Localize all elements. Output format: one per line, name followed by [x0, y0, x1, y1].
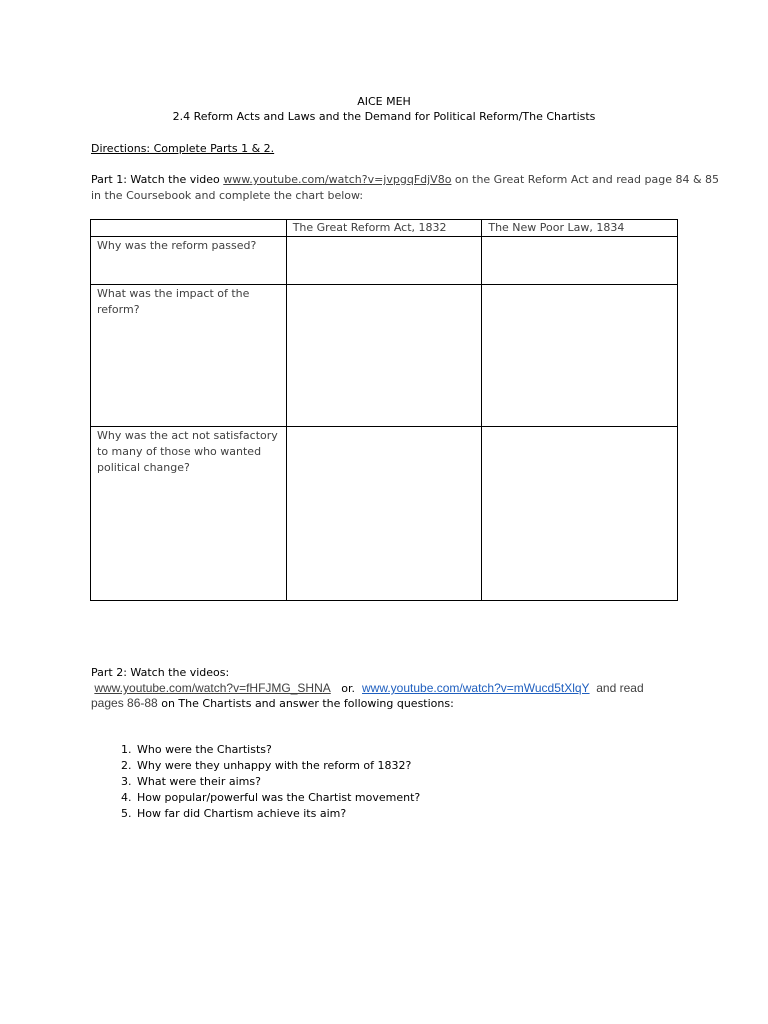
part2-video-link-1[interactable]: www.youtube.com/watch?v=fHFJMG_SHNA: [94, 681, 331, 695]
reform-chart: [90, 219, 678, 601]
part1-line1: [91, 173, 719, 186]
chart-answer-cell[interactable]: [482, 427, 678, 601]
part1-after-link: on the Great Reform Act and read page 84 & 85: [451, 173, 720, 186]
chart-answer-cell[interactable]: [286, 237, 482, 285]
chart-row: [91, 427, 678, 601]
course-title: AICE MEH: [357, 95, 411, 108]
chart-row-label: Why was the act not satisfactory to many of those who wanted political change?: [91, 427, 287, 601]
chart-answer-cell[interactable]: [286, 285, 482, 427]
chart-row: [91, 285, 678, 427]
page-title: 2.4 Reform Acts and Laws and the Demand for Political Reform/The Chartists: [172, 110, 596, 123]
chart-answer-cell[interactable]: [482, 285, 678, 427]
question-item: 3. What were their aims?: [135, 774, 420, 790]
question-item: 1. Who were the Chartists?: [135, 742, 420, 758]
part2-pages: pages 86-88: [91, 696, 158, 710]
part2-links-line: [91, 681, 644, 695]
question-list: [90, 742, 420, 822]
part1-lead: Part 1: Watch the video: [91, 173, 224, 186]
chart-header-great-reform-act: The Great Reform Act, 1832: [286, 220, 482, 237]
chart-header-new-poor-law: The New Poor Law, 1834: [482, 220, 678, 237]
part2-video-link-2[interactable]: www.youtube.com/watch?v=mWucd5tXlqY: [362, 681, 590, 695]
chart-header-blank: [91, 220, 287, 237]
part2-lead: Part 2: Watch the videos:: [91, 666, 230, 679]
chart-row-label: What was the impact of the reform?: [91, 285, 287, 427]
chart-answer-cell[interactable]: [286, 427, 482, 601]
chart-header-row: [91, 220, 678, 237]
question-item: 4. How popular/powerful was the Chartist movement?: [135, 790, 420, 806]
part2-line3: [91, 696, 454, 710]
part2-rest: on The Chartists and answer the following questions:: [157, 697, 454, 710]
part1-line2: in the Coursebook and complete the chart below:: [91, 189, 364, 202]
chart-answer-cell[interactable]: [482, 237, 678, 285]
chart-row: [91, 237, 678, 285]
question-item: 5. How far did Chartism achieve its aim?: [135, 806, 420, 822]
part2-and-read: and read: [596, 681, 644, 695]
part1-video-link[interactable]: www.youtube.com/watch?v=jvpgqFdjV8o: [223, 173, 452, 186]
part2-or: or.: [341, 682, 356, 695]
question-item: 2. Why were they unhappy with the reform of 1832?: [135, 758, 420, 774]
directions: Directions: Complete Parts 1 & 2.: [91, 142, 275, 155]
chart-row-label: Why was the reform passed?: [91, 237, 287, 285]
